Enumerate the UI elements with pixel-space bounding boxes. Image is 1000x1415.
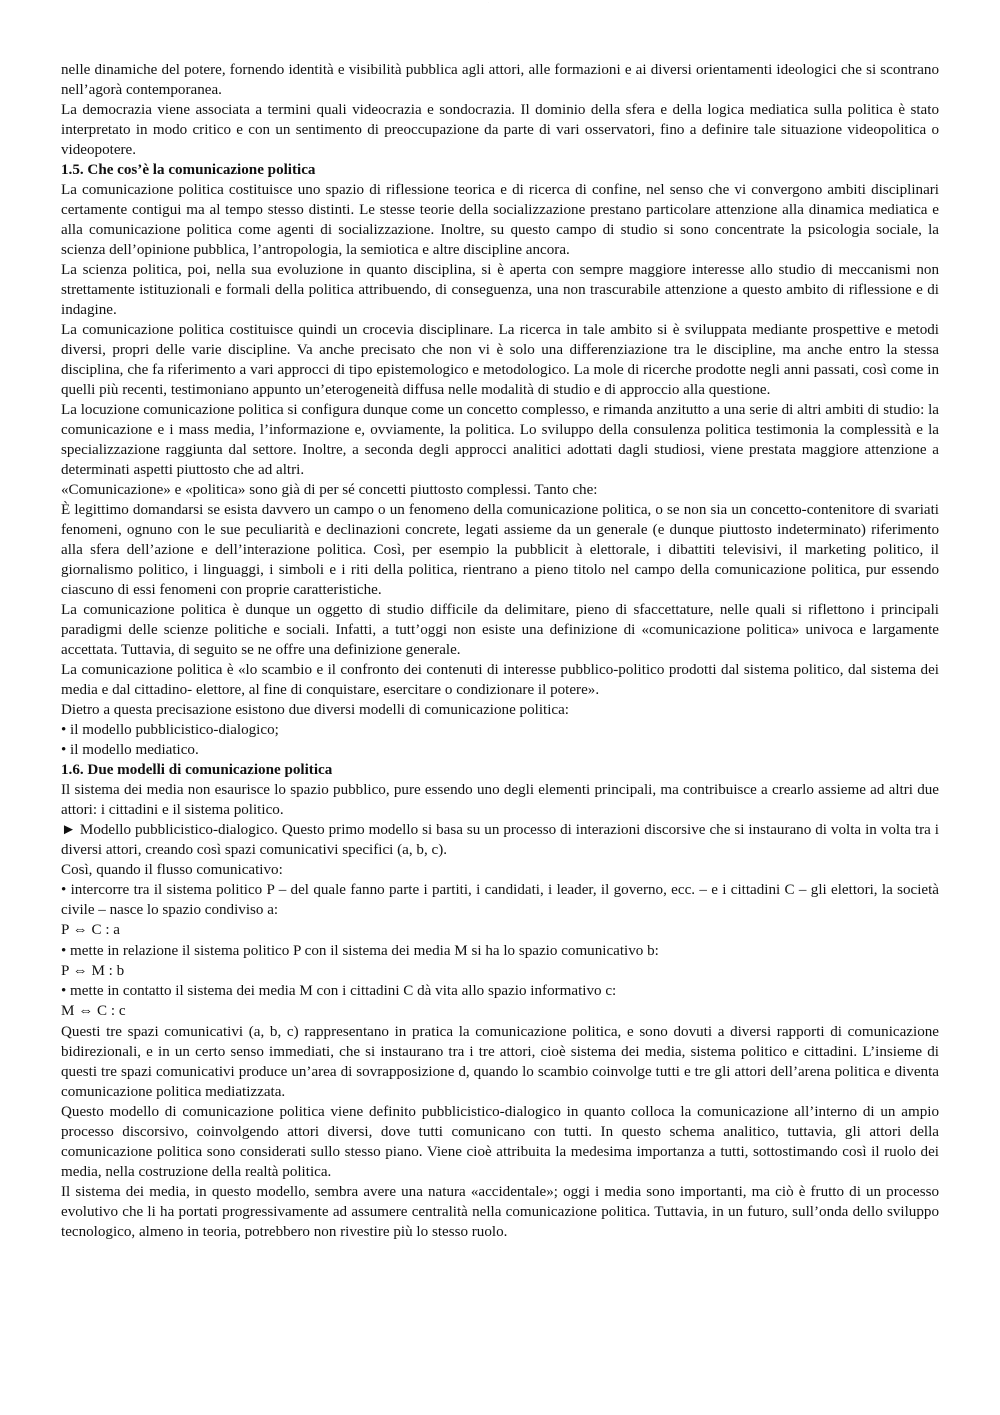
section-heading: 1.5. Che cos’è la comunicazione politica	[61, 162, 316, 178]
paragraph: La comunicazione politica è dunque un oggetto di studio difficile da delimitare, pieno di sfaccettature, nelle quali si riflettono i principali paradigmi delle scienze politiche e sociali. Infatti, a tutt’oggi non esiste una definizione di «comunicazione politica» univoca e largamente accettata. Tuttavia, di seguito se ne offre una definizione generale.	[61, 602, 939, 658]
document-page	[61, 60, 939, 1242]
list-item: • mette in contatto il sistema dei media M con i cittadini C dà vita allo spazio informativo c:	[61, 983, 617, 999]
paragraph: ► Modello pubblicistico-dialogico. Questo primo modello si basa su un processo di interazioni discorsive che si instaurano di volta in volta tra i diversi attori, creando così spazi comunicativi specifici (a, b, c).	[61, 822, 939, 858]
list-item: • il modello mediatico.	[61, 742, 199, 758]
formula: P ⇔ M : b	[61, 962, 125, 979]
paragraph: nelle dinamiche del potere, fornendo identità e visibilità pubblica agli attori, alle formazioni e ai diversi orientamenti ideologici che si scontrano nell’agorà contemporanea.	[61, 62, 939, 98]
section-heading: 1.6. Due modelli di comunicazione politica	[61, 762, 333, 778]
paragraph: Questo modello di comunicazione politica viene definito pubblicistico-dialogico in quanto colloca la comunicazione all’interno di un ampio processo discorsivo, coinvolgendo attori diversi, dove tutti comunicano con tutti. In questo schema analitico, tuttavia, gli attori della comunicazione politica sono considerati sullo stesso piano. Viene cioè attribuita la medesima importanza a tutti, sottostimando così il ruolo dei media, nella costruzione della realtà politica.	[61, 1103, 939, 1180]
paragraph: Questi tre spazi comunicativi (a, b, c) rappresentano in pratica la comunicazione politica, e sono dovuti a diversi rapporti di comunicazione bidirezionali, e in un certo senso immediati, che si instaurano tra i tre attori, cioè sistema dei media, sistema politico e cittadini. L’insieme di questi tre spazi comunicativi produce un’area di sovrapposizione d, quando lo scambio coinvolge tutti e tre gli attori dell’arena politica e diventa comunicazione politica mediatizzata.	[61, 1023, 939, 1100]
paragraph: La locuzione comunicazione politica si configura dunque come un concetto complesso, e rimanda anzitutto a una serie di altri ambiti di studio: la comunicazione e i mass media, l’informazione e, ovviamente, la politica. Lo sviluppo della consulenza politica testimonia la complessità e la specializzazione raggiunta dal settore. Inoltre, a seconda degli approcci analitici adottati dagli studiosi, viene prestata maggiore attenzione a determinati aspetti piuttosto che ad altri.	[61, 402, 939, 478]
paragraph: Il sistema dei media non esaurisce lo spazio pubblico, pure essendo uno degli elementi principali, ma contribuisce a crearlo assieme ad altri due attori: i cittadini e il sistema politico.	[61, 782, 939, 818]
paragraph: La comunicazione politica è «lo scambio e il confronto dei contenuti di interesse pubblico-politico prodotti dal sistema politico, dal sistema dei media e dal cittadino- elettore, al fine di conquistare, esercitare o condizionare il potere».	[61, 662, 939, 698]
paragraph: È legittimo domandarsi se esista davvero un campo o un fenomeno della comunicazione politica, o se non sia un concetto-contenitore di svariati fenomeni, ognuno con le sue peculiarità e declinazioni concrete, legati assieme da un generale (e dunque piuttosto indeterminato) riferimento alla sfera dell’azione e dell’interazione politica. Così, per esempio la pubblicit à elettorale, i dibattiti televisivi, il marketing politico, il giornalismo politico, i linguaggi, i simboli e i riti della politica, rientrano a pieno titolo nel campo della comunicazione politica, pur essendo ciascuno di essi fenomeni con proprie caratteristiche.	[61, 502, 939, 598]
paragraph: La democrazia viene associata a termini quali videocrazia e sondocrazia. Il dominio della sfera e della logica mediatica sulla politica è stato interpretato in modo critico e con un sentimento di preoccupazione da parte di vari osservatori, fino a definire tale situazione videopolitica o videopotere.	[61, 102, 939, 158]
paragraph: Così, quando il flusso comunicativo:	[61, 862, 283, 878]
paragraph: La scienza politica, poi, nella sua evoluzione in quanto disciplina, si è aperta con sempre maggiore interesse allo studio di meccanismi non strettamente istituzionali e formali della politica attribuendo, di conseguenza, una non trascurabile attenzione a questo ambito di riflessione e di indagine.	[61, 262, 939, 318]
paragraph: Dietro a questa precisazione esistono due diversi modelli di comunicazione politica:	[61, 702, 569, 718]
formula: P ⇔ C : a	[61, 922, 120, 938]
page-header-mark: ·	[488, 0, 489, 4]
paragraph: «Comunicazione» e «politica» sono già di per sé concetti piuttosto complessi. Tanto che:	[61, 482, 598, 498]
paragraph: La comunicazione politica costituisce uno spazio di riflessione teorica e di ricerca di confine, nel senso che vi convergono ambiti disciplinari certamente contigui ma al tempo stesso distinti. Le stesse teorie della socializzazione prestano particolare attenzione alla dinamica mediatica e alla comunicazione politica come agenti di socializzazione. Inoltre, su questo campo di studio si sono concentrate la psicologia sociale, la scienza dell’opinione pubblica, l’antropologia, la semiotica e altre discipline ancora.	[61, 182, 939, 258]
paragraph: Il sistema dei media, in questo modello, sembra avere una natura «accidentale»; oggi i media sono importanti, ma ciò è frutto di un processo evolutivo che li ha portati progressivamente ad assumere centralità nella comunicazione politica. Tuttavia, in un futuro, sull’onda dello sviluppo tecnologico, almeno in teoria, potrebbero non rivestire più lo stesso ruolo.	[61, 1183, 939, 1240]
paragraph: La comunicazione politica costituisce quindi un crocevia disciplinare. La ricerca in tale ambito si è sviluppata mediante prospettive e metodi diversi, propri delle varie discipline. Va anche precisato che non vi è solo una differenziazione tra le discipline, ma anche entro la stessa disciplina, che fa riferimento a vari approcci di tipo epistemologico e metodologico. La mole di ricerche prodotte negli anni passati, così come in quelli più recenti, testimoniano appunto un’eterogeneità diffusa nelle modalità di studio e di approccio alla questione.	[61, 322, 939, 398]
formula: M ⇔ C : c	[61, 1003, 126, 1019]
list-item: • mette in relazione il sistema politico P con il sistema dei media M si ha lo spazio comunicativo b:	[61, 942, 659, 959]
list-item: • il modello pubblicistico-dialogico;	[61, 722, 279, 738]
list-item: • intercorre tra il sistema politico P – del quale fanno parte i partiti, i candidati, i leader, il governo, ecc. – e i cittadini C – gli elettori, la società civile – nasce lo spazio condiviso a:	[61, 882, 939, 918]
